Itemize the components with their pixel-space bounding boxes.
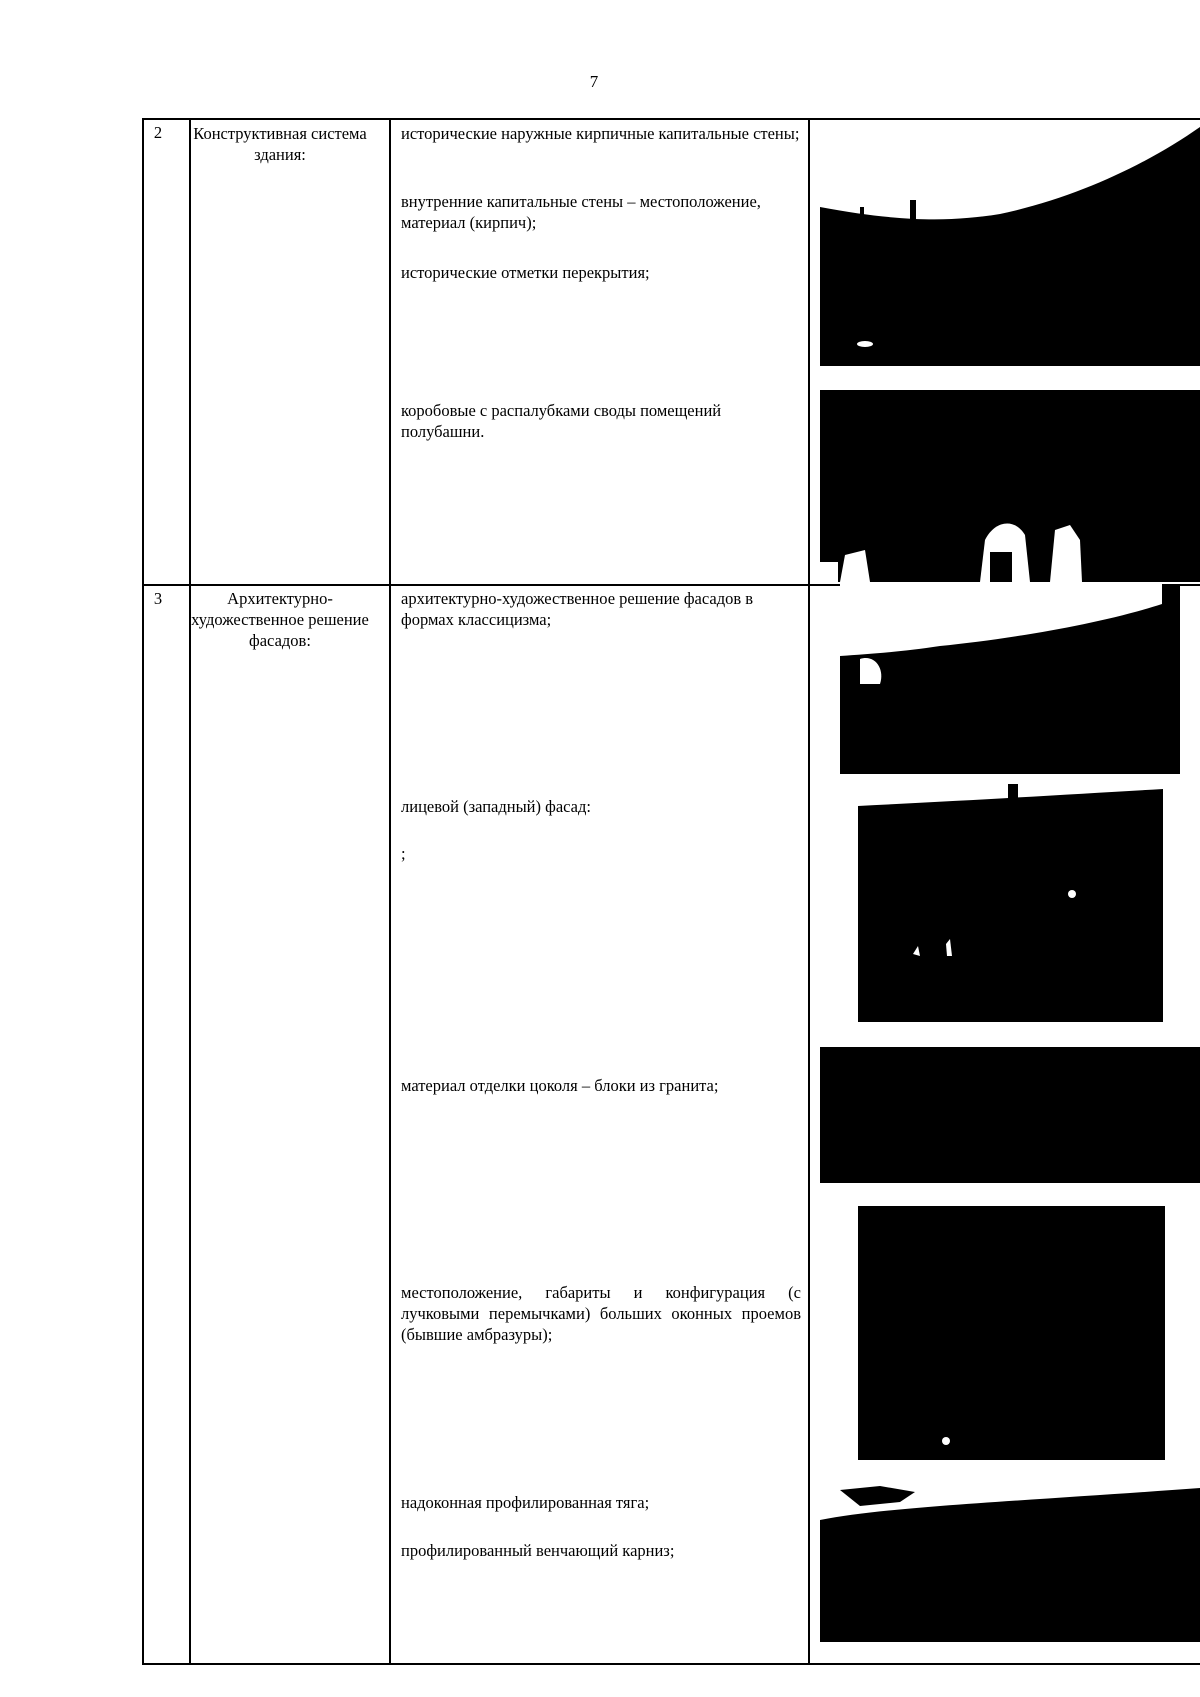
col-divider-num: [189, 118, 191, 1665]
feature-item: лицевой (западный) фасад:: [401, 797, 591, 816]
col-divider-desc: [808, 118, 810, 1665]
feature-item: коробовые с распалубками своды помещений полубашни.: [401, 401, 722, 441]
feature-item: профилированный венчающий карниз;: [401, 1541, 675, 1560]
row-number: 3: [153, 589, 163, 608]
feature-item: материал отделки цоколя – блоки из гранита;: [401, 1076, 719, 1095]
photo-vaults: [820, 390, 1200, 582]
row-title: Архитектурно-художественное решение фасадов:: [191, 589, 369, 650]
photo-west-facade: [858, 784, 1163, 1022]
row-title: Конструктивная система здания:: [193, 124, 367, 164]
table-top-border: [142, 118, 1200, 120]
table-bottom-border: [142, 1663, 1200, 1665]
feature-item: ;: [401, 844, 406, 863]
feature-item: архитектурно-художественное решение фасадов в формах классицизма;: [401, 589, 754, 629]
photo-walls: [820, 122, 1200, 366]
feature-item: исторические отметки перекрытия;: [401, 263, 650, 282]
photo-cornice: [820, 1480, 1200, 1642]
page-number: 7: [589, 72, 599, 91]
photo-windows-detail: [858, 1206, 1165, 1460]
photo-facade-sky: [840, 584, 1180, 774]
feature-item: внутренние капитальные стены – местоположение, материал (кирпич);: [401, 192, 761, 232]
feature-item: [401, 1282, 801, 1345]
feature-item: исторические наружные кирпичные капитальные стены;: [401, 124, 800, 143]
table-left-border: [142, 118, 144, 1665]
row-number: 2: [153, 123, 163, 142]
feature-item-text: местоположение, габариты и конфигурация (с лучковыми перемычками) больших оконных проемов (бывшие амбразуры);: [401, 1283, 801, 1344]
photo-west-facade-detail: [858, 784, 1163, 1022]
photo-windows: [858, 1206, 1165, 1460]
photo-facade: [840, 584, 1180, 774]
feature-item: надоконная профилированная тяга;: [401, 1493, 650, 1512]
photo-cornice-sky: [820, 1480, 1200, 1642]
photo-walls-sky: [820, 122, 1200, 366]
photo-plinth: [820, 1047, 1200, 1183]
photo-vaults-detail: [820, 390, 1200, 582]
col-divider-name: [389, 118, 391, 1665]
